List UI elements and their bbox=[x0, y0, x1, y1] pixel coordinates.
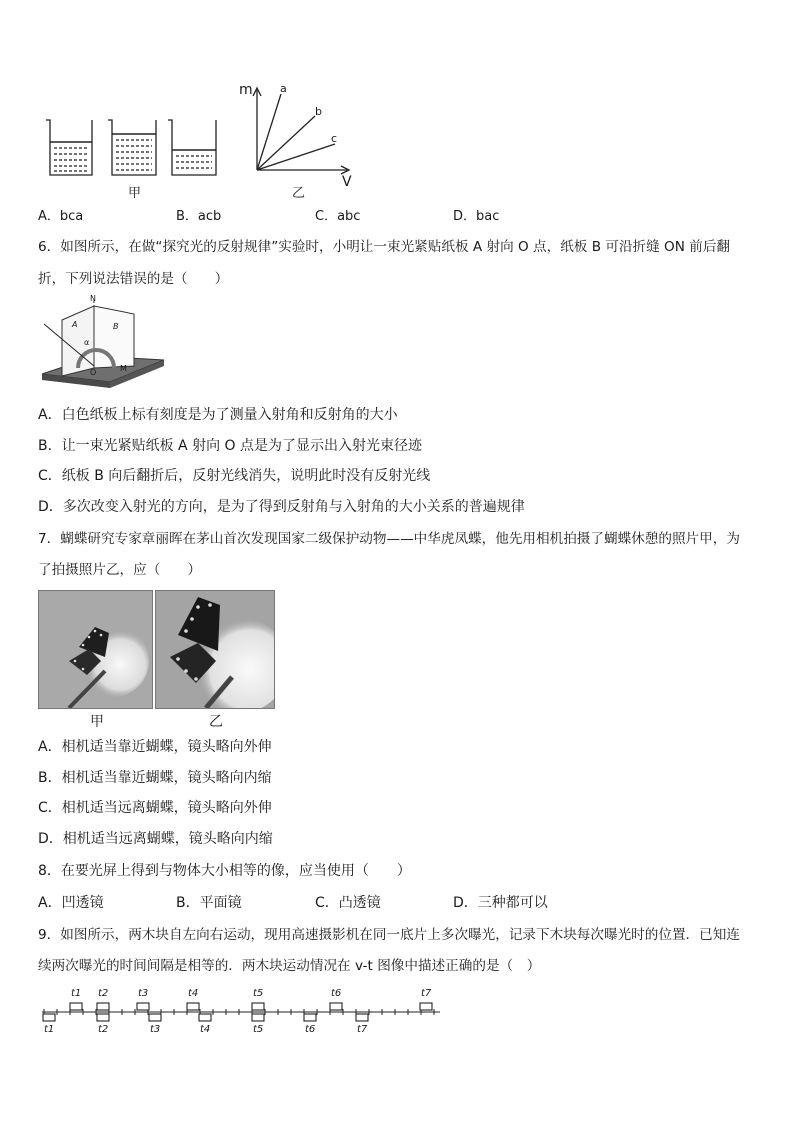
q5-option-c: C．abc bbox=[315, 209, 361, 224]
top-block bbox=[252, 1003, 264, 1010]
q7-stem-line2: 了拍摄照片乙，应（ ） bbox=[38, 562, 202, 578]
figure-label-n: N bbox=[90, 294, 96, 303]
top-time-label: t2 bbox=[98, 988, 109, 999]
bottom-block bbox=[97, 1014, 109, 1021]
graph-axis-y-label: m bbox=[239, 82, 253, 98]
top-block bbox=[420, 1003, 432, 1010]
bottom-block bbox=[304, 1014, 316, 1021]
bottom-time-label: t2 bbox=[98, 1024, 109, 1035]
line-c bbox=[257, 144, 335, 170]
top-block bbox=[330, 1003, 342, 1010]
butterfly-photo-jia bbox=[38, 590, 153, 709]
top-block bbox=[187, 1003, 199, 1010]
q6-stem-line2: 折，下列说法错误的是（ ） bbox=[38, 271, 229, 287]
q6-option-b: B．让一束光紧贴纸板 A 射向 O 点是为了显示出入射光束径迹 bbox=[38, 438, 423, 454]
bottom-block bbox=[43, 1014, 55, 1021]
figure-label-m: M bbox=[120, 364, 127, 373]
q5-figure bbox=[40, 80, 370, 200]
beaker-caption: 甲 bbox=[128, 186, 142, 201]
beaker-1 bbox=[46, 120, 92, 175]
q8-option-a: A．凹透镜 bbox=[38, 895, 104, 911]
q6-option-c: C．纸板 B 向后翻折后，反射光线消失，说明此时没有反射光线 bbox=[38, 468, 431, 484]
top-time-label: t4 bbox=[188, 988, 199, 999]
graph-line-b-label: b bbox=[315, 105, 322, 118]
q5-option-d: D．bac bbox=[453, 209, 500, 224]
bottom-block bbox=[149, 1014, 161, 1021]
bottom-time-label: t7 bbox=[357, 1024, 368, 1035]
bottom-time-label: t3 bbox=[150, 1024, 161, 1035]
bottom-time-label: t6 bbox=[305, 1024, 316, 1035]
graph-caption: 乙 bbox=[292, 186, 306, 201]
q7-option-c: C．相机适当远离蝴蝶，镜头略向外伸 bbox=[38, 800, 272, 816]
bottom-block bbox=[199, 1014, 211, 1021]
q5-option-b: B．acb bbox=[176, 209, 222, 224]
top-time-label: t1 bbox=[71, 988, 82, 999]
q9-figure bbox=[36, 988, 446, 1040]
top-time-label: t3 bbox=[138, 988, 149, 999]
top-block bbox=[97, 1003, 109, 1010]
figure-label-o: O bbox=[90, 368, 97, 377]
q9-stem-line2: 续两次曝光的时间间隔是相等的．两木块运动情况在 v-t 图像中描述正确的是（ ） bbox=[38, 958, 541, 974]
q6-option-d: D．多次改变入射光的方向，是为了得到反射角与入射角的大小关系的普遍规律 bbox=[38, 499, 525, 515]
q5-option-a: A．bca bbox=[38, 209, 84, 224]
q8-option-b: B．平面镜 bbox=[176, 895, 242, 911]
graph-line-c-label: c bbox=[331, 132, 338, 145]
reflection-apparatus-figure bbox=[38, 296, 168, 396]
butterfly-photo-yi bbox=[155, 590, 275, 709]
beaker-2 bbox=[108, 120, 156, 175]
q8-option-d: D．三种都可以 bbox=[453, 895, 548, 911]
q7-option-a: A．相机适当靠近蝴蝶，镜头略向外伸 bbox=[38, 739, 272, 755]
top-block bbox=[70, 1003, 82, 1010]
top-time-label: t7 bbox=[421, 988, 432, 999]
q8-option-c: C．凸透镜 bbox=[315, 895, 381, 911]
q6-stem-line1: 6．如图所示，在做“探究光的反射规律”实验时，小明让一束光紧贴纸板 A 射向 O 点，纸板 B 可沿折缝 ON 前后翻 bbox=[38, 239, 731, 255]
bottom-time-label: t5 bbox=[253, 1024, 264, 1035]
photo-caption-jia: 甲 bbox=[90, 714, 104, 730]
q8-stem: 8．在要光屏上得到与物体大小相等的像，应当使用（ ） bbox=[38, 863, 411, 879]
graph-axis-x-label: V bbox=[342, 174, 352, 190]
top-block bbox=[137, 1003, 149, 1010]
photo-caption-yi: 乙 bbox=[209, 714, 223, 730]
bottom-time-label: t1 bbox=[44, 1024, 55, 1035]
board-b bbox=[94, 306, 134, 368]
figure-label-a: A bbox=[72, 320, 78, 329]
q7-option-d: D．相机适当远离蝴蝶，镜头略向内缩 bbox=[38, 831, 273, 847]
bottom-time-label: t4 bbox=[200, 1024, 211, 1035]
q7-option-b: B．相机适当靠近蝴蝶，镜头略向内缩 bbox=[38, 770, 272, 786]
graph-line-a-label: a bbox=[280, 82, 287, 95]
figure-label-alpha: α bbox=[84, 338, 90, 347]
q9-stem-line1: 9．如图所示，两木块自左向右运动，现用高速摄影机在同一底片上多次曝光，记录下木块每次曝光时的位置．已知连 bbox=[38, 927, 740, 943]
beaker-3 bbox=[168, 120, 216, 175]
bottom-block bbox=[252, 1014, 264, 1021]
top-time-label: t5 bbox=[253, 988, 264, 999]
q7-stem-line1: 7．蝴蝶研究专家章丽晖在茅山首次发现国家二级保护动物——中华虎凤蝶，他先用相机拍摄了蝴蝶休憩的照片甲，为 bbox=[38, 531, 740, 547]
bottom-block bbox=[356, 1014, 368, 1021]
figure-label-b: B bbox=[113, 322, 119, 331]
q6-option-a: A．白色纸板上标有刻度是为了测量入射角和反射角的大小 bbox=[38, 407, 398, 423]
top-time-label: t6 bbox=[331, 988, 342, 999]
